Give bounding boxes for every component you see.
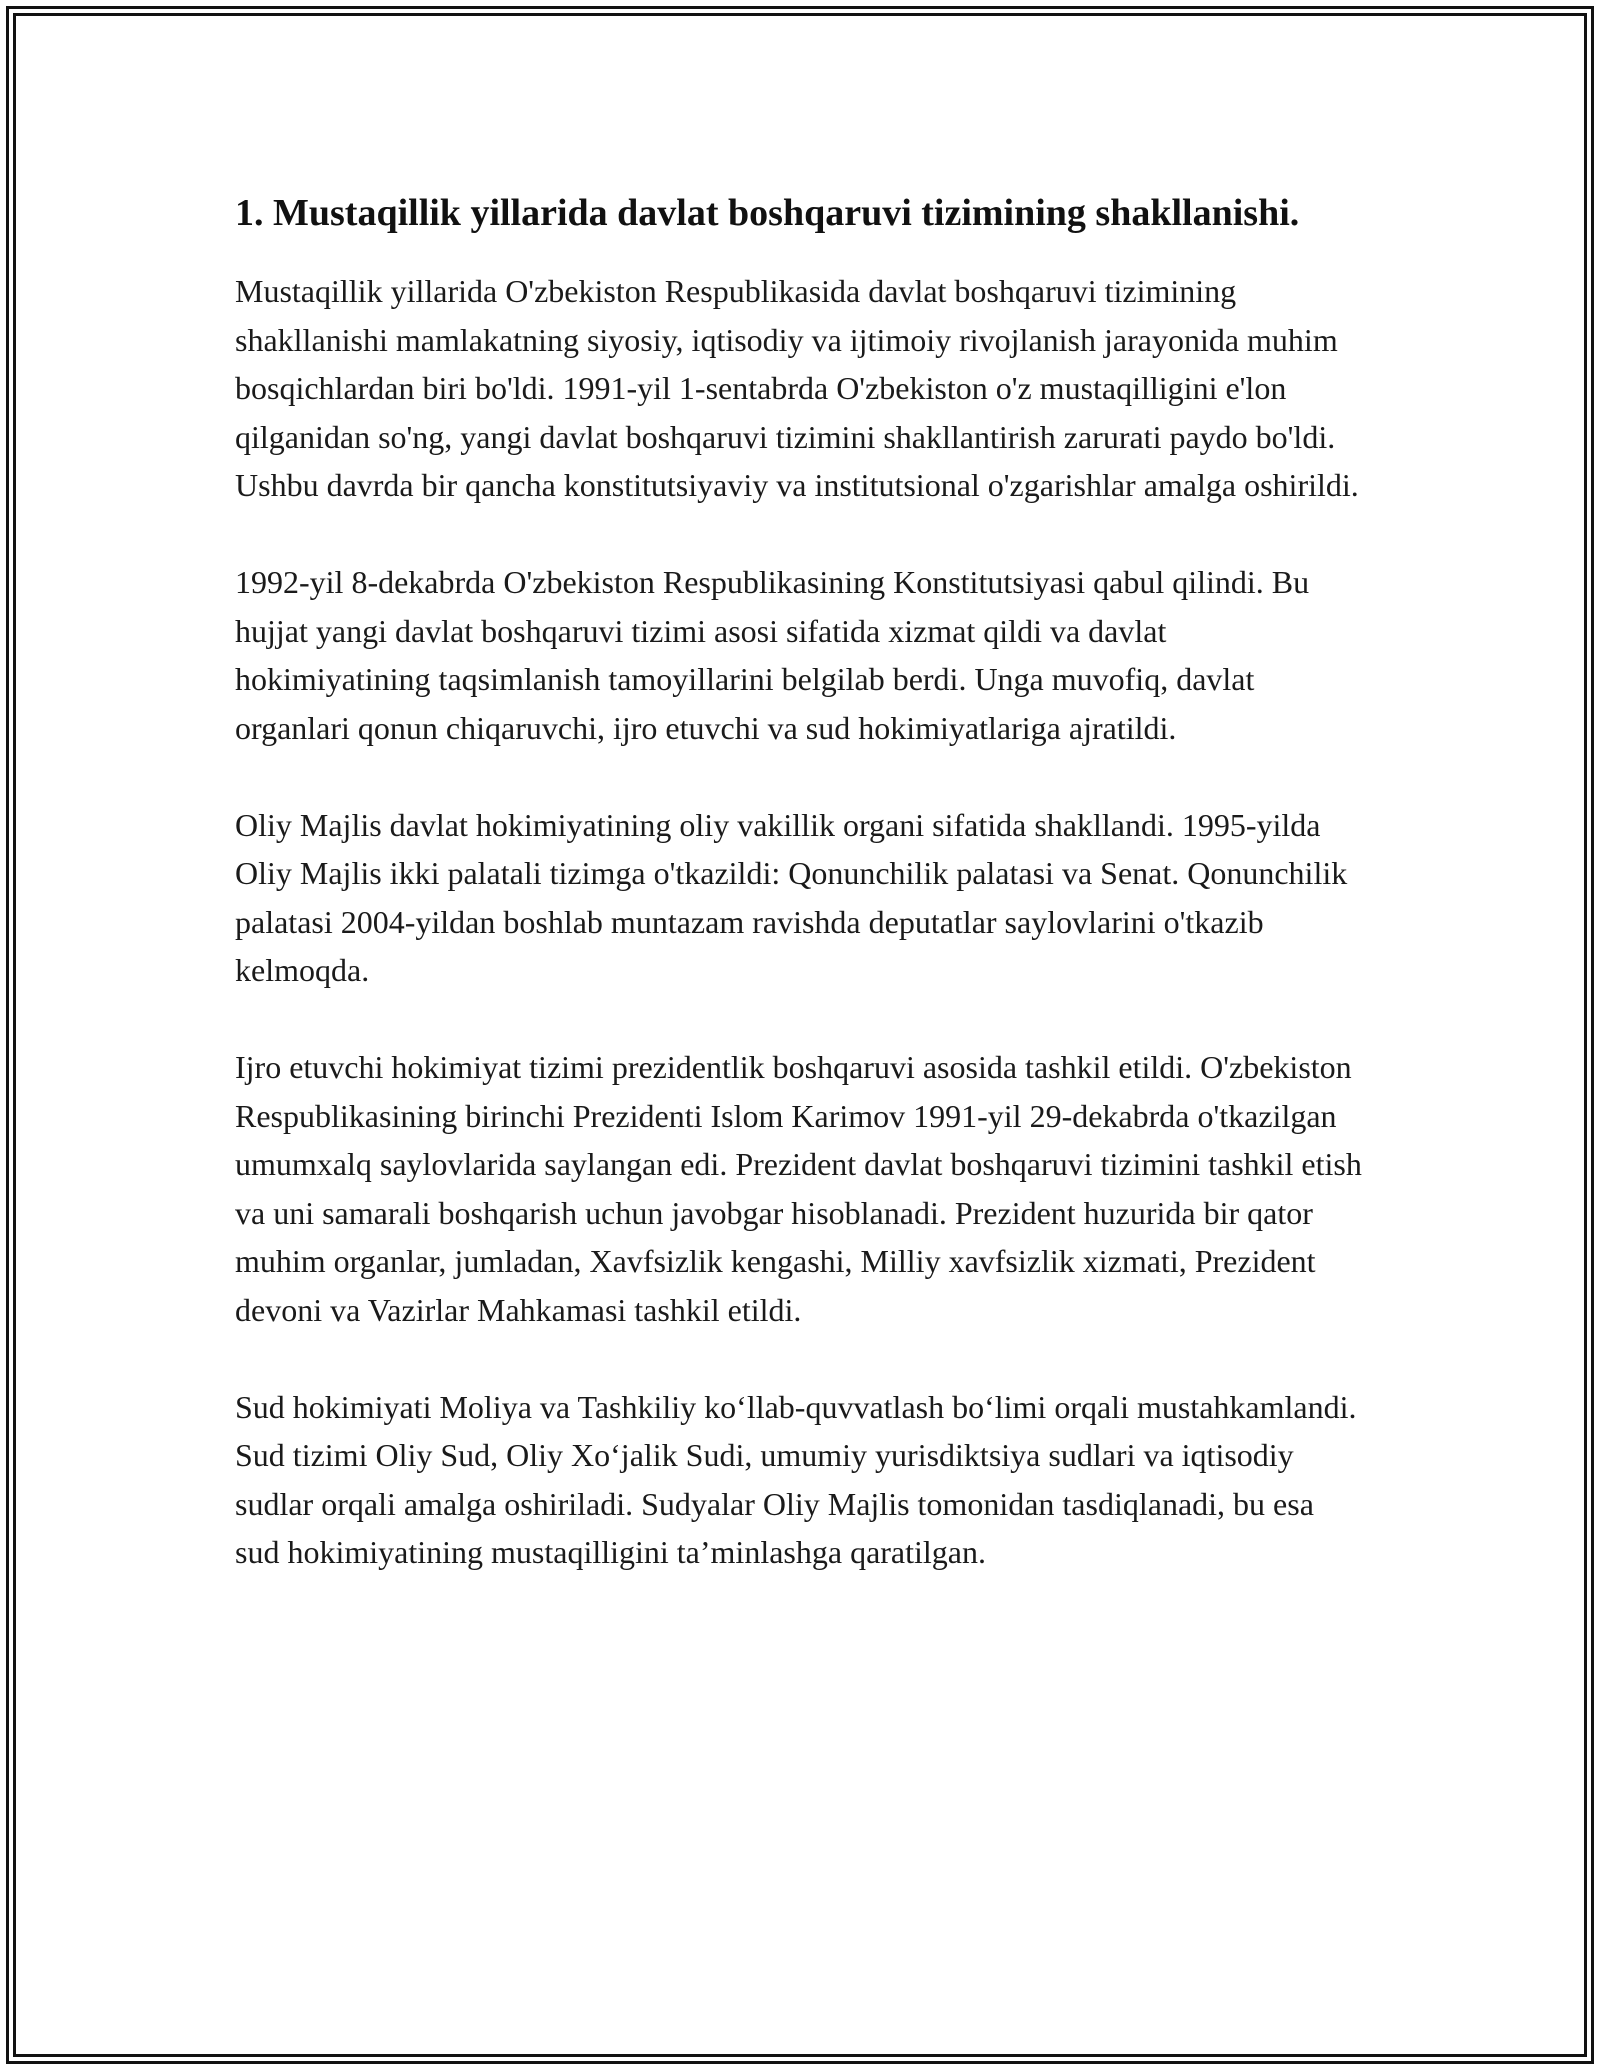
paragraph-independence: Mustaqillik yillarida O'zbekiston Respublikasida davlat boshqaruvi tizimining shakllanishi mamlakatning siyosiy, iqtisodiy va ijtimoiy rivojlanish jarayonida muhim bosqichlardan biri bo'ldi. 1991-yil 1-sentabrda O'zbekiston o'z mustaqilligini e'lon qilganidan so'ng, yangi davlat boshqaruvi tizimini shakllantirish zarurati paydo bo'ldi. Ushbu davrda bir qancha konstitutsiyaviy va institutsional o'zgarishlar amalga oshirildi. — [235, 273, 1359, 503]
document-body — [235, 186, 1365, 1577]
paragraph-judicial-power: Sud hokimiyati Moliya va Tashkiliy ko‘llab-quvvatlash bo‘limi orqali mustahkamlandi. Sud tizimi Oliy Sud, Oliy Xo‘jalik Sudi, umumiy yurisdiktsiya sudlari va iqtisodiy sudlar orqali amalga oshiriladi. Sudyalar Oliy Majlis tomonidan tasdiqlanadi, bu esa sud hokimiyatining mustaqilligini ta’minlashga qaratilgan. — [235, 1388, 1357, 1570]
paragraph-constitution: 1992-yil 8-dekabrda O'zbekiston Respublikasining Konstitutsiyasi qabul qilindi. Bu hujjat yangi davlat boshqaruvi tizimi asosi sifatida xizmat qildi va davlat hokimiyatining taqsimlanish tamoyillarini belgilab berdi. Unga muvofiq, davlat organlari qonun chiqaruvchi, ijro etuvchi va sud hokimiyatlariga ajratildi. — [235, 564, 1310, 746]
section-heading: 1. Mustaqillik yillarida davlat boshqaruvi tizimining shakllanishi. — [235, 192, 1300, 234]
paragraph-oliy-majlis: Oliy Majlis davlat hokimiyatining oliy vakillik organi sifatida shakllandi. 1995-yilda Oliy Majlis ikki palatali tizimga o'tkazildi: Qonunchilik palatasi va Senat. Qonunchilik palatasi 2004-yildan boshlab muntazam ravishda deputatlar saylovlarini o'tkazib kelmoqda. — [235, 806, 1348, 988]
paragraph-executive-power: Ijro etuvchi hokimiyat tizimi prezidentlik boshqaruvi asosida tashkil etildi. O'zbekiston Respublikasining birinchi Prezidenti Islom Karimov 1991-yil 29-dekabrda o'tkazilgan umumxalq saylovlarida saylangan edi. Prezident davlat boshqaruvi tizimini tashkil etish va uni samarali boshqarish uchun javobgar hisoblanadi. Prezident huzurida bir qator muhim organlar, jumladan, Xavfsizlik kengashi, Milliy xavfsizlik xizmati, Prezident devoni va Vazirlar Mahkamasi tashkil etildi. — [235, 1049, 1362, 1328]
